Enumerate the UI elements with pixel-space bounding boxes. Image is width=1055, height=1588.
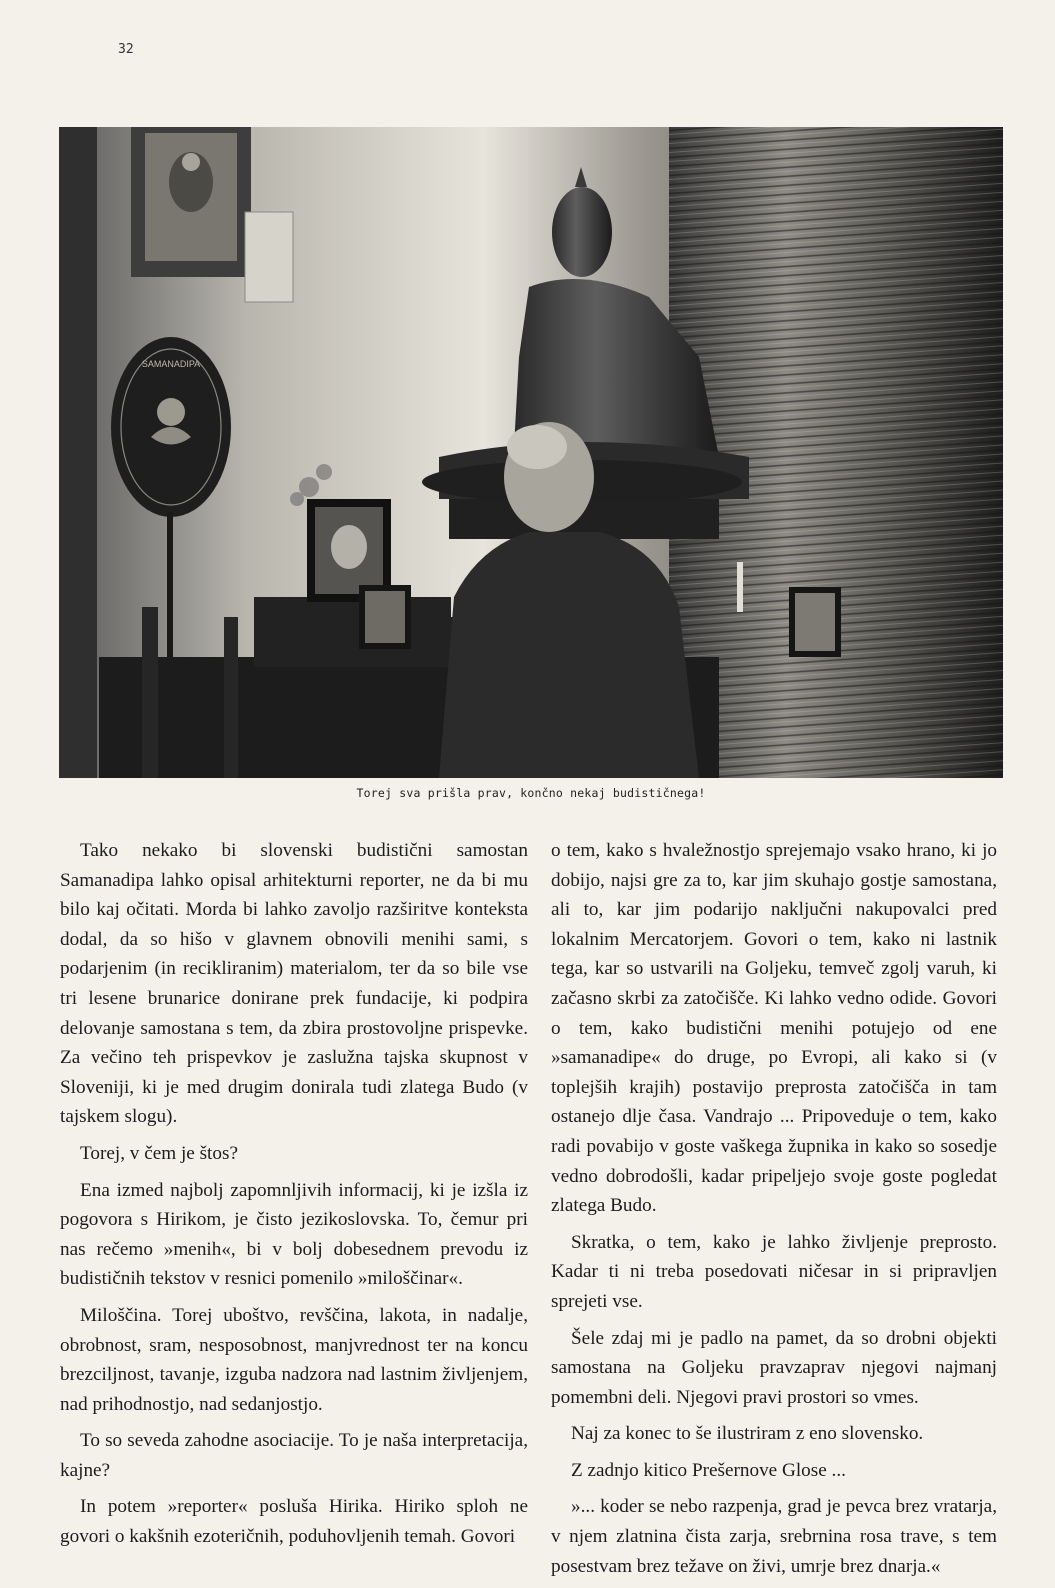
paragraph: Šele zdaj mi je padlo na pamet, da so drobni objekti samostana na Goljeku pravzaprav njegovi najmanj pomembni deli. Njegovi pravi prostori so vmes. <box>551 1327 997 1408</box>
candle-right <box>737 562 743 612</box>
paragraph: In potem »reporter« posluša Hirika. Hiriko sploh ne govori o kakšnih ezoteričnih, poduhovljenih temah. Govori <box>60 1496 528 1548</box>
framed-photo-right <box>789 587 841 657</box>
paragraph: Ena izmed najbolj zapomnljivih informacij, ki je izšla iz pogovora s Hirikom, je čisto jezikoslovska. To, čemur pri nas rečemo »menih«, bi v bolj dobesednem prevodu iz budističnih tekstov v resnici pomenilo »miloščinar«. <box>60 1179 528 1290</box>
page-number: 32 <box>118 42 134 57</box>
article-photo <box>59 127 1003 778</box>
paragraph-continued: o tem, kako s hvaležnostjo sprejemajo vsako hrano, ki jo dobijo, najsi gre za to, kar jim skuhajo gostje samostana, ali to, kar jim podarijo naključni nakupovalci pred lokalnim Mercatorjem. Govori o tem, kako ni lastnik tega, kar so ustvarili na Goljeku, temveč zgolj varuh, ki začasno skrbi za zatočišče. Ki lahko vedno odide. Govori o tem, kako budistični menihi potujejo od ene »samanadipe« do druge, po Evropi, ali kako si (v toplejših krajih) postavijo preprosta zatočišča in tam ostanejo dlje časa. Vandrajo ... Pripoveduje o tem, kako radi povabijo v goste vaškega župnika in kako so sosedje vedno dobrodošli, kadar pripeljejo svoje goste pogledat zlatega Budo. <box>551 840 997 1217</box>
paragraph: Naj za konec to še ilustriram z eno slovensko. <box>571 1423 924 1445</box>
paragraph: Miloščina. Torej uboštvo, revščina, lakota, in nadalje, obrobnost, sram, nesposobnost, manjvrednost ter na koncu brezciljnost, tavanje, izguba nadzora nad lastnim življenjem, nad prihodnostjo, nad sedanjostjo. <box>60 1304 528 1415</box>
paragraph: To so seveda zahodne asociacije. To je naša interpretacija, kajne? <box>60 1430 528 1481</box>
fan-label: SAMANADIPA <box>141 359 201 369</box>
paragraph: Skratka, o tem, kako je lahko življenje preprosto. Kadar ti ni treba posedovati ničesar in si pripravljen sprejeti vse. <box>551 1231 997 1312</box>
framed-photo-left <box>359 585 411 649</box>
paragraph: Z zadnjo kitico Prešernove Glose ... <box>571 1459 846 1481</box>
thangka-painting <box>131 127 251 277</box>
article-column-right <box>551 836 997 1588</box>
photo-caption: Torej sva prišla prav, končno nekaj budističnega! <box>356 786 706 800</box>
article-column-left <box>60 836 528 1559</box>
wall-mirror <box>245 212 293 302</box>
paragraph: Tako nekako bi slovenski budistični samostan Samanadipa lahko opisal arhitekturni reporter, ne da bi mu bilo kaj očitati. Morda bi lahko zavoljo razširitve konteksta dodal, da so hišo v glavnem obnovili menihi sami, s podarjenim (in recikliranim) materialom, ter da so bile vse tri lesene brunarice donirane prek fundacije, ki podpira delovanje samostana s tem, da zbira prostovoljne prispevke. Za večino teh prispevkov je zaslužna tajska skupnost v Sloveniji, ki je med drugim donirala tudi zlatega Budo (v tajskem slogu). <box>60 840 528 1128</box>
door-frame <box>59 127 97 778</box>
paragraph: »... koder se nebo razpenja, grad je pevca brez vratarja, v njem zlatnina čista zarja, srebrnina rosa trave, s tem posestvam brez težave on živi, umrje brez dnarja.« <box>551 1496 997 1577</box>
paragraph: Torej, v čem je štos? <box>80 1142 238 1164</box>
